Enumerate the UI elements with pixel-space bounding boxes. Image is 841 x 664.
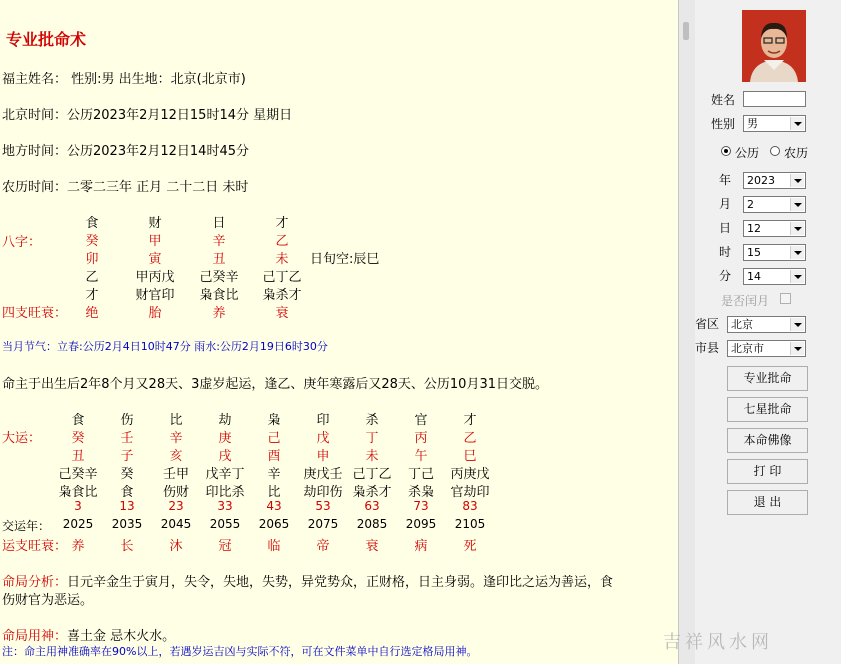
province-value: 北京	[731, 318, 753, 331]
lunar-time: 农历时间：二零二三年 正月 二十二日 未时	[2, 180, 249, 195]
county-select[interactable]	[727, 340, 806, 357]
dayun-hidden-shishen: 食	[120, 485, 134, 500]
chevron-down-icon[interactable]	[790, 198, 804, 211]
dayun-stem: 戊	[316, 431, 330, 446]
chevron-down-icon[interactable]	[790, 318, 804, 331]
leap-month-label: 是否闰月	[721, 294, 770, 308]
dayun-year: 2085	[356, 517, 388, 531]
dayun-wangshuai: 沐	[169, 539, 183, 554]
month-value: 2	[747, 198, 754, 211]
dayun-shishen: 才	[463, 413, 477, 428]
dayun-age: 33	[217, 499, 233, 513]
dayun-wangshuai-label: 运支旺衰：	[2, 539, 68, 554]
bazi-branch: 丑	[212, 252, 226, 267]
dayun-hidden-shishen: 枭杀才	[352, 485, 392, 500]
pro-reading-button[interactable]: 专业批命	[727, 366, 808, 391]
month-field-label: 月	[719, 197, 732, 211]
bazi-hidden-shishen: 才	[85, 288, 99, 303]
dayun-stem: 辛	[169, 431, 183, 446]
leap-month-checkbox[interactable]	[780, 293, 791, 304]
dayun-hidden: 辛	[267, 467, 281, 482]
hour-select[interactable]	[743, 244, 806, 261]
dayun-age: 3	[74, 499, 82, 513]
day-value: 12	[747, 222, 761, 235]
yongshen-line	[2, 625, 175, 644]
dayun-shishen: 杀	[365, 413, 379, 428]
dayun-branch: 丑	[71, 449, 85, 464]
hour-field-label: 时	[719, 245, 732, 259]
bazi-wangshuai: 绝	[85, 306, 99, 321]
bazi-hidden-shishen: 枭杀才	[262, 288, 302, 303]
bazi-shishen: 才	[275, 216, 289, 231]
buddha-button[interactable]: 本命佛像	[727, 428, 808, 453]
year-label: 交运年：	[2, 519, 51, 533]
dayun-year: 2035	[111, 517, 143, 531]
bazi-stem: 辛	[212, 234, 226, 249]
analysis-line2: 伤财官为恶运。	[2, 593, 94, 608]
dayun-wangshuai: 冠	[218, 539, 232, 554]
minute-select[interactable]	[743, 268, 806, 285]
dayun-year: 2065	[258, 517, 290, 531]
dayun-wangshuai: 衰	[365, 539, 379, 554]
dayun-hidden-shishen: 伤财	[162, 485, 190, 500]
dayun-branch: 巳	[463, 449, 477, 464]
dayun-shishen: 比	[169, 413, 183, 428]
chevron-down-icon[interactable]	[790, 270, 804, 283]
dayun-hidden-shishen: 杀枭	[407, 485, 435, 500]
analysis-line1	[2, 571, 613, 590]
chevron-down-icon[interactable]	[790, 222, 804, 235]
beijing-time: 北京时间：公历2023年2月12日15时14分 星期日	[2, 108, 293, 123]
dayun-hidden: 癸	[120, 467, 134, 482]
dayun-year: 2075	[307, 517, 339, 531]
bazi-stem: 癸	[85, 234, 99, 249]
dayun-wangshuai: 病	[414, 539, 428, 554]
dayun-hidden-shishen: 印比杀	[205, 485, 245, 500]
dayun-stem: 乙	[463, 431, 477, 446]
dayun-branch: 亥	[169, 449, 183, 464]
dayun-stem: 己	[267, 431, 281, 446]
dayun-year: 2025	[62, 517, 94, 531]
bazi-wangshuai: 衰	[275, 306, 289, 321]
bazi-hidden: 甲丙戊	[135, 270, 175, 285]
lunar-radio[interactable]	[770, 146, 780, 156]
xunkong: 日旬空:辰巳	[310, 252, 380, 267]
year-value: 2023	[747, 174, 775, 187]
dayun-stem: 丁	[365, 431, 379, 446]
chevron-down-icon[interactable]	[790, 174, 804, 187]
dayun-hidden: 戊辛丁	[205, 467, 245, 482]
dayun-hidden-shishen: 枭食比	[58, 485, 98, 500]
seven-star-button[interactable]: 七星批命	[727, 397, 808, 422]
year-select[interactable]	[743, 172, 806, 189]
dayun-branch: 酉	[267, 449, 281, 464]
local-time: 地方时间：公历2023年2月12日14时45分	[2, 144, 249, 159]
dayun-wangshuai: 养	[71, 539, 85, 554]
gender-value: 男	[747, 117, 758, 130]
bazi-branch: 卯	[85, 252, 99, 267]
jieqi-line: 当月节气：立春:公历2月4日10时47分 雨水:公历2月19日6时30分	[2, 340, 328, 353]
dayun-shishen: 劫	[218, 413, 232, 428]
dayun-wangshuai: 长	[120, 539, 134, 554]
bazi-hidden-shishen: 财官印	[135, 288, 175, 303]
county-label: 市县	[695, 341, 720, 355]
bazi-wangshuai: 胎	[148, 306, 162, 321]
name-label: 姓名	[711, 93, 736, 107]
dayun-hidden: 丙庚戊	[450, 467, 490, 482]
dayun-branch: 戌	[218, 449, 232, 464]
month-select[interactable]	[743, 196, 806, 213]
day-select[interactable]	[743, 220, 806, 237]
dayun-wangshuai: 临	[267, 539, 281, 554]
dayun-age: 83	[462, 499, 478, 513]
dayun-year: 2105	[454, 517, 486, 531]
dayun-year: 2095	[405, 517, 437, 531]
bazi-hidden: 乙	[85, 270, 99, 285]
dayun-shishen: 官	[414, 413, 428, 428]
yongshen-label: 命局用神：	[2, 629, 68, 644]
print-button[interactable]: 打 印	[727, 459, 808, 484]
yongshen-text: 喜土金 忌木火水。	[67, 629, 176, 644]
minute-value: 14	[747, 270, 761, 283]
dayun-stem: 壬	[120, 431, 134, 446]
province-select[interactable]	[727, 316, 806, 333]
bazi-wangshuai: 养	[212, 306, 226, 321]
vertical-scrollbar[interactable]	[678, 0, 695, 664]
bazi-hidden: 己癸辛	[199, 270, 239, 285]
bazi-shishen: 财	[148, 216, 162, 231]
solar-label: 公历	[735, 146, 760, 160]
user-photo	[742, 10, 806, 82]
dayun-shishen: 印	[316, 413, 330, 428]
bazi-shishen: 日	[212, 216, 226, 231]
year-field-label: 年	[719, 173, 732, 187]
dayun-shishen: 食	[71, 413, 85, 428]
dayun-shishen: 枭	[267, 413, 281, 428]
analysis-text: 日元辛金生于寅月，失令，失地，失势，异党势众，正财格，日主身弱。逢印比之运为善运，食	[67, 575, 614, 590]
chevron-down-icon[interactable]	[790, 246, 804, 259]
dayun-age: 53	[315, 499, 331, 513]
gender-select[interactable]	[743, 115, 806, 132]
lunar-label: 农历	[784, 146, 809, 160]
solar-radio[interactable]	[721, 146, 731, 156]
dayun-branch: 未	[365, 449, 379, 464]
dayun-branch: 午	[414, 449, 428, 464]
hour-value: 15	[747, 246, 761, 259]
bazi-shishen: 食	[85, 216, 99, 231]
dayun-age: 13	[119, 499, 135, 513]
minute-field-label: 分	[719, 269, 732, 283]
dayun-age: 43	[266, 499, 282, 513]
dayun-wangshuai: 帝	[316, 539, 330, 554]
dayun-hidden: 己癸辛	[58, 467, 98, 482]
bazi-hidden: 己丁乙	[262, 270, 302, 285]
dayun-wangshuai: 死	[463, 539, 477, 554]
dayun-hidden-shishen: 劫印伤	[303, 485, 343, 500]
dayun-stem: 庚	[218, 431, 232, 446]
scrollbar-thumb[interactable]	[683, 22, 689, 40]
bazi-branch: 未	[275, 252, 289, 267]
basic-info: 福主姓名： 性别:男 出生地：北京(北京市)	[2, 72, 246, 87]
bazi-branch: 寅	[148, 252, 162, 267]
dayun-age: 23	[168, 499, 184, 513]
dayun-label: 大运：	[2, 431, 42, 446]
dayun-stem: 癸	[71, 431, 85, 446]
dayun-hidden: 庚戊壬	[303, 467, 343, 482]
gender-label: 性别	[711, 117, 736, 131]
watermark: 吉祥风水网	[663, 632, 773, 653]
bazi-label: 八字：	[2, 235, 42, 250]
note-line: 注：命主用神准确率在90%以上，若遇岁运吉凶与实际不符，可在文件菜单中自行选定格局用神。	[2, 645, 478, 658]
name-input[interactable]	[743, 91, 806, 107]
avatar-icon	[742, 10, 806, 82]
dayun-branch: 申	[316, 449, 330, 464]
dayun-branch: 子	[120, 449, 134, 464]
bazi-stem: 乙	[275, 234, 289, 249]
qiyun-line: 命主于出生后2年8个月又28天、3虚岁起运，逢乙、庚年寒露后又28天、公历10月31日交脱。	[2, 377, 548, 392]
dayun-stem: 丙	[414, 431, 428, 446]
bazi-wangshuai-label: 四支旺衰：	[2, 306, 68, 321]
exit-button[interactable]: 退 出	[727, 490, 808, 515]
dayun-year: 2045	[160, 517, 192, 531]
chevron-down-icon[interactable]	[790, 342, 804, 355]
dayun-year: 2055	[209, 517, 241, 531]
dayun-shishen: 伤	[120, 413, 134, 428]
dayun-age: 63	[364, 499, 380, 513]
doc-title: 专业批命术	[6, 30, 87, 49]
dayun-hidden-shishen: 比	[267, 485, 281, 500]
bazi-stem: 甲	[148, 234, 162, 249]
dayun-hidden-shishen: 官劫印	[450, 485, 490, 500]
analysis-label: 命局分析：	[2, 575, 68, 590]
bazi-hidden-shishen: 枭食比	[199, 288, 239, 303]
chevron-down-icon[interactable]	[790, 117, 804, 130]
province-label: 省区	[695, 317, 720, 331]
dayun-hidden: 己丁乙	[352, 467, 392, 482]
dayun-hidden: 壬甲	[162, 467, 190, 482]
county-value: 北京市	[731, 342, 764, 355]
dayun-hidden: 丁己	[407, 467, 435, 482]
dayun-age: 73	[413, 499, 429, 513]
day-field-label: 日	[719, 221, 732, 235]
